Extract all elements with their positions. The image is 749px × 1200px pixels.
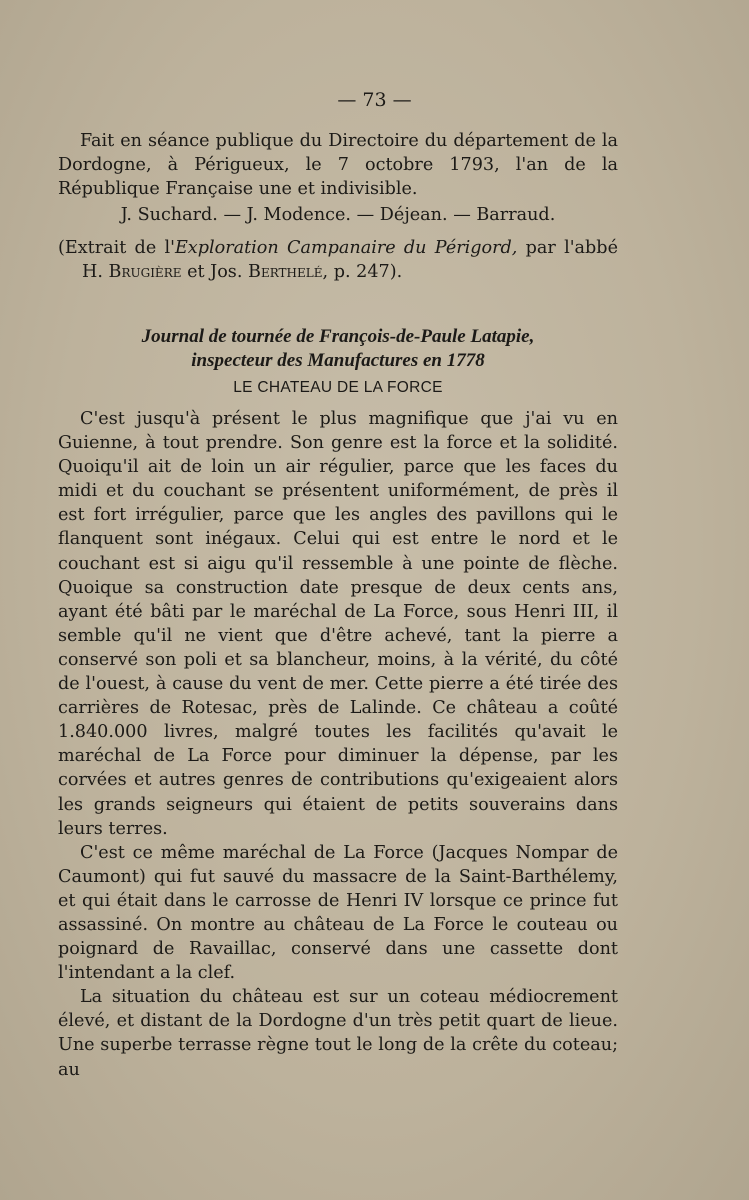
page-number: — 73 — bbox=[337, 89, 412, 111]
body-paragraph-3: La situation du château est sur un coteau médiocrement élevé, et distant de la Dordogne d'un très petit quart de lieue. Une superbe terrasse règne tout le long de la crête du coteau; au bbox=[58, 987, 618, 1080]
body-paragraph-1: C'est jusqu'à présent le plus magnifique que j'ai vu en Guienne, à tout prendre. Son genre est la force et la solidité. Quoiqu'il ait de loin un air régulier, parce que les faces du midi et du couchant se présentent uniformément, de près il est fort irrégulier, parce que les angles des pavillons qui le flanquent sont inégaux. Celui qui est entre le nord et le couchant est si aigu qu'il ressemble à une pointe de flèche. Quoique sa construction date presque de deux cents ans, ayant été bâti par le maréchal de La Force, sous Henri III, il semble qu'il ne vient que d'être achevé, tant la pierre a conservé son poli et sa blancheur, moins, à la vérité, du côté de l'ouest, à cause du vent de mer. Cette pierre a été tirée des carrières de Rotesac, près de Lalinde. Ce château a coûté 1.840.000 livres, malgré toutes les facilités qu'avait le maréchal de La Force pour diminuer la dépense, par les corvées et autres genres de contributions qu'exigeaient alors les grands seigneurs qui étaient de petits souverains dans leurs terres. bbox=[58, 409, 618, 839]
extract-prefix: (Extrait de l' bbox=[58, 238, 175, 258]
section-heading-line2: inspecteur des Manufactures en 1778 bbox=[191, 350, 485, 371]
section-subheading: LE CHATEAU DE LA FORCE bbox=[233, 379, 443, 396]
extract-and: et Jos. bbox=[181, 262, 249, 282]
extract-mid: par l'abbé H. bbox=[82, 238, 618, 282]
extract-title: Exploration Campanaire du Périgord, bbox=[174, 238, 518, 258]
extract-suffix: , p. 247). bbox=[322, 262, 403, 282]
section-heading-line1: Journal de tournée de François-de-Paule Latapie, bbox=[141, 326, 535, 347]
body-paragraph-2: C'est ce même maréchal de La Force (Jacques Nompar de Caumont) qui fut sauvé du massacre de la Saint-Barthélemy, et qui était dans le carrosse de Henri IV lorsque ce prince fut assassiné. On montre au château de La Force le couteau ou poignard de Ravaillac, conservé dans une cassette dont l'intendant a la clef. bbox=[58, 842, 618, 984]
extract-note bbox=[58, 236, 618, 284]
intro-paragraph: Fait en séance publique du Directoire du département de la Dordogne, à Périgueux, le 7 octobre 1793, l'an de la République Française une et indivisible. bbox=[58, 131, 618, 199]
signatures: J. Suchard. — J. Modence. — Déjean. — Barraud. bbox=[120, 205, 556, 225]
extract-author2: Berthelé bbox=[248, 262, 323, 282]
body-text bbox=[58, 407, 618, 1082]
extract-author1: Brugière bbox=[108, 262, 182, 282]
